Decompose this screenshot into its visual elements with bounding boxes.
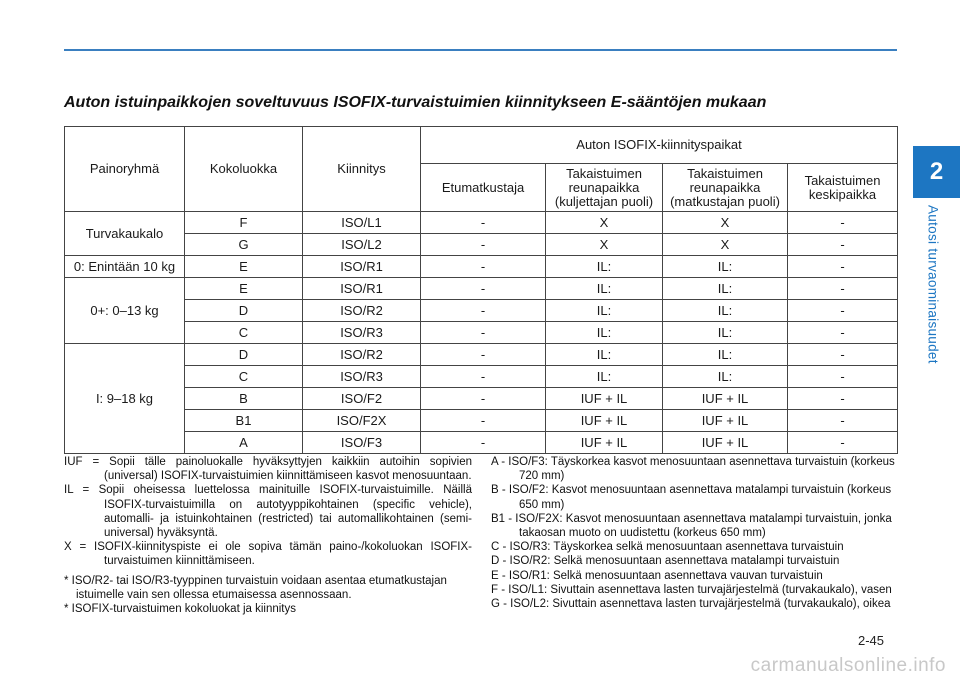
chapter-label: Autosi turvaominaisuudet [925, 205, 941, 364]
rear-outboard-passenger-cell: X [663, 212, 788, 234]
front-passenger-cell: - [421, 234, 546, 256]
weight-group-cell: Turvakaukalo [65, 212, 185, 256]
rear-outboard-driver-cell: IL: [546, 278, 663, 300]
rear-outboard-passenger-cell: IL: [663, 278, 788, 300]
header-rear-center: Takaistuimen keskipaikka [788, 164, 898, 212]
section-title: Auton istuinpaikkojen soveltuvuus ISOFIX-turvaistuimien kiinnitykseen E-sääntöjen mukaan [64, 94, 767, 111]
rear-outboard-driver-cell: IUF + IL [546, 410, 663, 432]
rear-outboard-passenger-cell: IUF + IL [663, 432, 788, 454]
rear-outboard-passenger-cell: IL: [663, 322, 788, 344]
size-class-cell: D [185, 344, 303, 366]
size-class-cell: A [185, 432, 303, 454]
rear-outboard-driver-cell: IL: [546, 256, 663, 278]
legend-note: IUF = Sopii tälle painoluokalle hyväksyttyjen kaikkiin autoihin sopivien (universal) ISOFIX-turvaistuimien kiinnittämiseen kasvot menosuuntaan. [64, 456, 472, 483]
size-class-cell: C [185, 322, 303, 344]
rear-outboard-driver-cell: IL: [546, 344, 663, 366]
header-rule [64, 49, 897, 51]
size-class-definition: B - ISO/F2: Kasvot menosuuntaan asennettava matalampi turvaistuin (korkeus 650 mm) [491, 484, 892, 511]
table-body [65, 212, 898, 454]
rear-center-cell: - [788, 300, 898, 322]
rear-center-cell: - [788, 278, 898, 300]
header-size-class: Kokoluokka [185, 127, 303, 212]
front-passenger-cell: - [421, 410, 546, 432]
legend-notes-right [491, 455, 897, 611]
fixture-cell: ISO/R1 [303, 256, 421, 278]
table-row [65, 388, 898, 410]
rear-outboard-passenger-cell: IL: [663, 366, 788, 388]
front-passenger-cell: - [421, 256, 546, 278]
size-class-definition: B1 - ISO/F2X: Kasvot menosuuntaan asennettava matalampi turvaistuin, jonka takaosan muoto on uudistettu (korkeus 650 mm) [491, 512, 892, 540]
size-class-cell: C [185, 366, 303, 388]
table-row [65, 344, 898, 366]
size-class-definition: G - ISO/L2: Sivuttain asennettava lasten turvajärjestelmä (turvakaukalo), oikea [491, 598, 891, 611]
front-passenger-cell: - [421, 344, 546, 366]
table-row [65, 212, 898, 234]
chapter-number: 2 [929, 158, 944, 185]
size-class-definition: D - ISO/R2: Selkä menosuuntaan asennettava matalampi turvaistuin [491, 555, 840, 568]
rear-outboard-driver-cell: IUF + IL [546, 388, 663, 410]
rear-center-cell: - [788, 388, 898, 410]
fixture-cell: ISO/R3 [303, 322, 421, 344]
rear-outboard-driver-cell: IL: [546, 300, 663, 322]
weight-group-cell: 0+: 0–13 kg [65, 278, 185, 344]
header-rear-outboard-passenger: Takaistuimen reunapaikka (matkustajan puoli) [663, 164, 788, 212]
size-class-definition: F - ISO/L1: Sivuttain asennettava lasten turvajärjestelmä (turvakaukalo), vasen [491, 583, 892, 596]
front-passenger-cell: - [421, 300, 546, 322]
legend-notes-left [64, 455, 472, 616]
size-class-cell: G [185, 234, 303, 256]
watermark: carmanualsonline.info [750, 655, 946, 676]
front-passenger-cell: - [421, 212, 546, 234]
chapter-number-tab [913, 146, 960, 198]
table-row [65, 432, 898, 454]
legend-note: * ISOFIX-turvaistuimen kokoluokat ja kiinnitys [64, 603, 297, 616]
table-row [65, 366, 898, 388]
front-passenger-cell: - [421, 432, 546, 454]
table-row [65, 300, 898, 322]
fixture-cell: ISO/F3 [303, 432, 421, 454]
fixture-cell: ISO/L1 [303, 212, 421, 234]
rear-outboard-passenger-cell: IL: [663, 300, 788, 322]
rear-center-cell: - [788, 410, 898, 432]
rear-center-cell: - [788, 432, 898, 454]
rear-outboard-passenger-cell: IUF + IL [663, 410, 788, 432]
front-passenger-cell: - [421, 366, 546, 388]
fixture-cell: ISO/R2 [303, 300, 421, 322]
table-row [65, 234, 898, 256]
fixture-cell: ISO/L2 [303, 234, 421, 256]
rear-center-cell: - [788, 344, 898, 366]
rear-center-cell: - [788, 322, 898, 344]
rear-outboard-driver-cell: X [546, 212, 663, 234]
size-class-cell: B [185, 388, 303, 410]
isofix-compatibility-table [64, 126, 898, 454]
size-class-cell: E [185, 278, 303, 300]
rear-outboard-driver-cell: IUF + IL [546, 432, 663, 454]
header-rear-outboard-driver: Takaistuimen reunapaikka (kuljettajan puoli) [546, 164, 663, 212]
table-row [65, 278, 898, 300]
legend-note: * ISO/R2- tai ISO/R3-tyyppinen turvaistuin voidaan asentaa etumatkustajan istuimelle vain sen ollessa etumaisessa asennossaan. [64, 574, 447, 601]
fixture-cell: ISO/R2 [303, 344, 421, 366]
rear-outboard-driver-cell: X [546, 234, 663, 256]
rear-outboard-driver-cell: IL: [546, 322, 663, 344]
fixture-cell: ISO/F2 [303, 388, 421, 410]
weight-group-cell: 0: Enintään 10 kg [65, 256, 185, 278]
size-class-cell: D [185, 300, 303, 322]
rear-outboard-passenger-cell: IL: [663, 344, 788, 366]
fixture-cell: ISO/R3 [303, 366, 421, 388]
rear-center-cell: - [788, 234, 898, 256]
size-class-definition: A - ISO/F3: Täyskorkea kasvot menosuuntaan asennettava turvaistuin (korkeus 720 mm) [491, 456, 895, 483]
header-front-passenger: Etumatkustaja [421, 164, 546, 212]
size-class-cell: B1 [185, 410, 303, 432]
fixture-cell: ISO/F2X [303, 410, 421, 432]
legend-note: X = ISOFIX-kiinnityspiste ei ole sopiva tämän paino-/kokoluokan ISOFIX-turvaistuimen kiinnittämiseen. [64, 541, 472, 568]
header-vehicle-positions: Auton ISOFIX-kiinnityspaikat [421, 127, 898, 164]
rear-center-cell: - [788, 212, 898, 234]
table-row [65, 256, 898, 278]
size-class-definition: E - ISO/R1: Selkä menosuuntaan asennettava vauvan turvaistuin [491, 569, 823, 582]
weight-group-cell: I: 9–18 kg [65, 344, 185, 454]
table-row [65, 322, 898, 344]
table-row [65, 410, 898, 432]
page-number: 2-45 [858, 633, 885, 648]
rear-outboard-passenger-cell: IL: [663, 256, 788, 278]
fixture-cell: ISO/R1 [303, 278, 421, 300]
front-passenger-cell: - [421, 322, 546, 344]
rear-outboard-passenger-cell: IUF + IL [663, 388, 788, 410]
front-passenger-cell: - [421, 278, 546, 300]
header-fixture: Kiinnitys [303, 127, 421, 212]
size-class-definition: C - ISO/R3: Täyskorkea selkä menosuuntaan asennettava turvaistuin [491, 541, 844, 554]
front-passenger-cell: - [421, 388, 546, 410]
legend-note: IL = Sopii oheisessa luettelossa mainituille ISOFIX-turvaistuimille. Näillä ISOFIX-turvaistuimilla on autotyyppikohtainen (specific vehicle), automalli- ja istuinkohtainen (restricted) tai automallikohtainen (semi-universal) hyväksyntä. [64, 484, 472, 540]
rear-outboard-passenger-cell: X [663, 234, 788, 256]
header-weight-group: Painoryhmä [65, 127, 185, 212]
rear-center-cell: - [788, 366, 898, 388]
size-class-cell: E [185, 256, 303, 278]
rear-outboard-driver-cell: IL: [546, 366, 663, 388]
rear-center-cell: - [788, 256, 898, 278]
size-class-cell: F [185, 212, 303, 234]
